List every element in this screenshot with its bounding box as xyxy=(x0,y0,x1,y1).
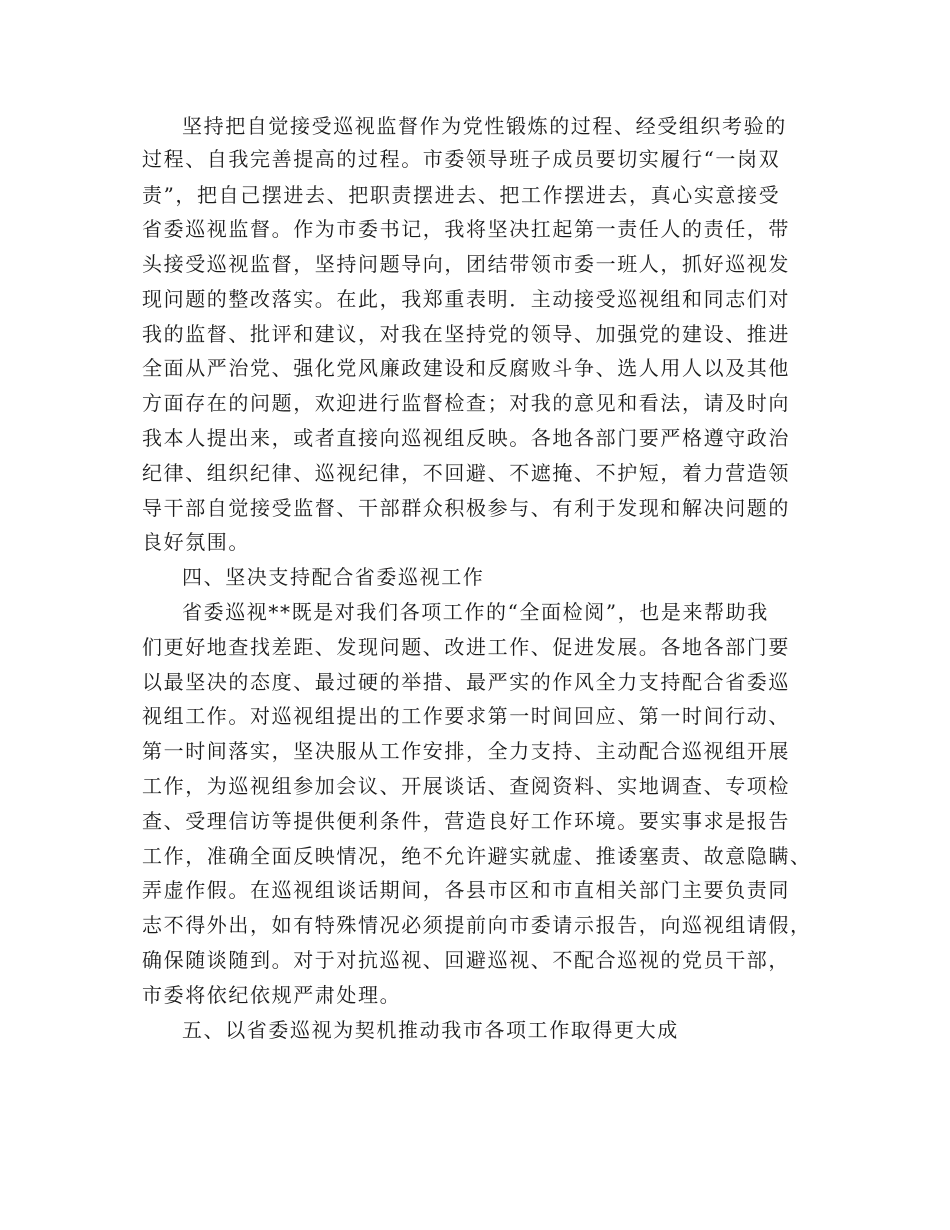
paragraph-1-line-6: 现问题的整改落实。在此，我郑重表明．主动接受巡视组和同志们对 xyxy=(142,287,790,311)
paragraph-2-line-1: 省委巡视**既是对我们各项工作的“全面检阅”，也是来帮助我 xyxy=(182,600,769,624)
paragraph-1-line-2: 过程、自我完善提高的过程。市委领导班子成员要切实履行“一岗双 xyxy=(142,147,781,171)
section-heading-5: 五、以省委巡视为契机推动我市各项工作取得更大成 xyxy=(182,1018,679,1042)
paragraph-1-line-11: 纪律、组织纪律、巡视纪律，不回避、不遮掩、不护短，着力营造领 xyxy=(142,461,790,485)
paragraph-2-line-4: 视组工作。对巡视组提出的工作要求第一时间回应、第一时间行动、 xyxy=(142,704,790,728)
paragraph-1-line-7: 我的监督、批评和建议，对我在坚持党的领导、加强党的建设、推进 xyxy=(142,322,790,346)
paragraph-1-line-4: 省委巡视监督。作为市委书记，我将坚决扛起第一责任人的责任，带 xyxy=(142,217,790,241)
paragraph-2-line-12: 市委将依纪依规严肃处理。 xyxy=(142,983,402,1007)
paragraph-1-line-9: 方面存在的问题，欢迎进行监督检查；对我的意见和看法，请及时向 xyxy=(142,391,790,415)
section-heading-4: 四、坚决支持配合省委巡视工作 xyxy=(182,565,485,589)
paragraph-2-line-6: 工作，为巡视组参加会议、开展谈话、查阅资料、实地调查、专项检 xyxy=(142,774,790,798)
paragraph-2-line-5: 第一时间落实，坚决服从工作安排，全力支持、主动配合巡视组开展 xyxy=(142,739,790,763)
paragraph-1-line-8: 全面从严治党、强化党风廉政建设和反腐败斗争、选人用人以及其他 xyxy=(142,356,790,380)
paragraph-2-line-3: 以最坚决的态度、最过硬的举措、最严实的作风全力支持配合省委巡 xyxy=(142,670,790,694)
paragraph-2-line-10: 志不得外出，如有特殊情况必须提前向市委请示报告，向巡视组请假， xyxy=(142,913,812,937)
paragraph-1-line-12: 导干部自觉接受监督、干部群众积极参与、有利于发现和解决问题的 xyxy=(142,496,790,520)
paragraph-1-line-5: 头接受巡视监督，坚持问题导向，团结带领市委一班人，抓好巡视发 xyxy=(142,252,790,276)
paragraph-1-line-1: 坚持把自觉接受巡视监督作为党性锻炼的过程、经受组织考验的 xyxy=(182,114,787,138)
paragraph-2-line-11: 确保随谈随到。对于对抗巡视、回避巡视、不配合巡视的党员干部， xyxy=(142,948,790,972)
paragraph-2-line-9: 弄虚作假。在巡视组谈话期间，各县市区和市直相关部门主要负责同 xyxy=(142,878,790,902)
paragraph-1-line-3: 责”，把自己摆进去、把职责摆进去、把工作摆进去，真心实意接受 xyxy=(142,183,781,207)
paragraph-2-line-2: 们更好地查找差距、发现问题、改进工作、促进发展。各地各部门要 xyxy=(142,635,790,659)
paragraph-2-line-7: 查、受理信访等提供便利条件，营造良好工作环境。要实事求是报告 xyxy=(142,809,790,833)
paragraph-1-line-13: 良好氛围。 xyxy=(142,530,250,554)
paragraph-2-line-8: 工作，准确全面反映情况，绝不允许避实就虚、推诿塞责、故意隐瞒、 xyxy=(142,844,812,868)
paragraph-1-line-10: 我本人提出来，或者直接向巡视组反映。各地各部门要严格遵守政治 xyxy=(142,426,790,450)
